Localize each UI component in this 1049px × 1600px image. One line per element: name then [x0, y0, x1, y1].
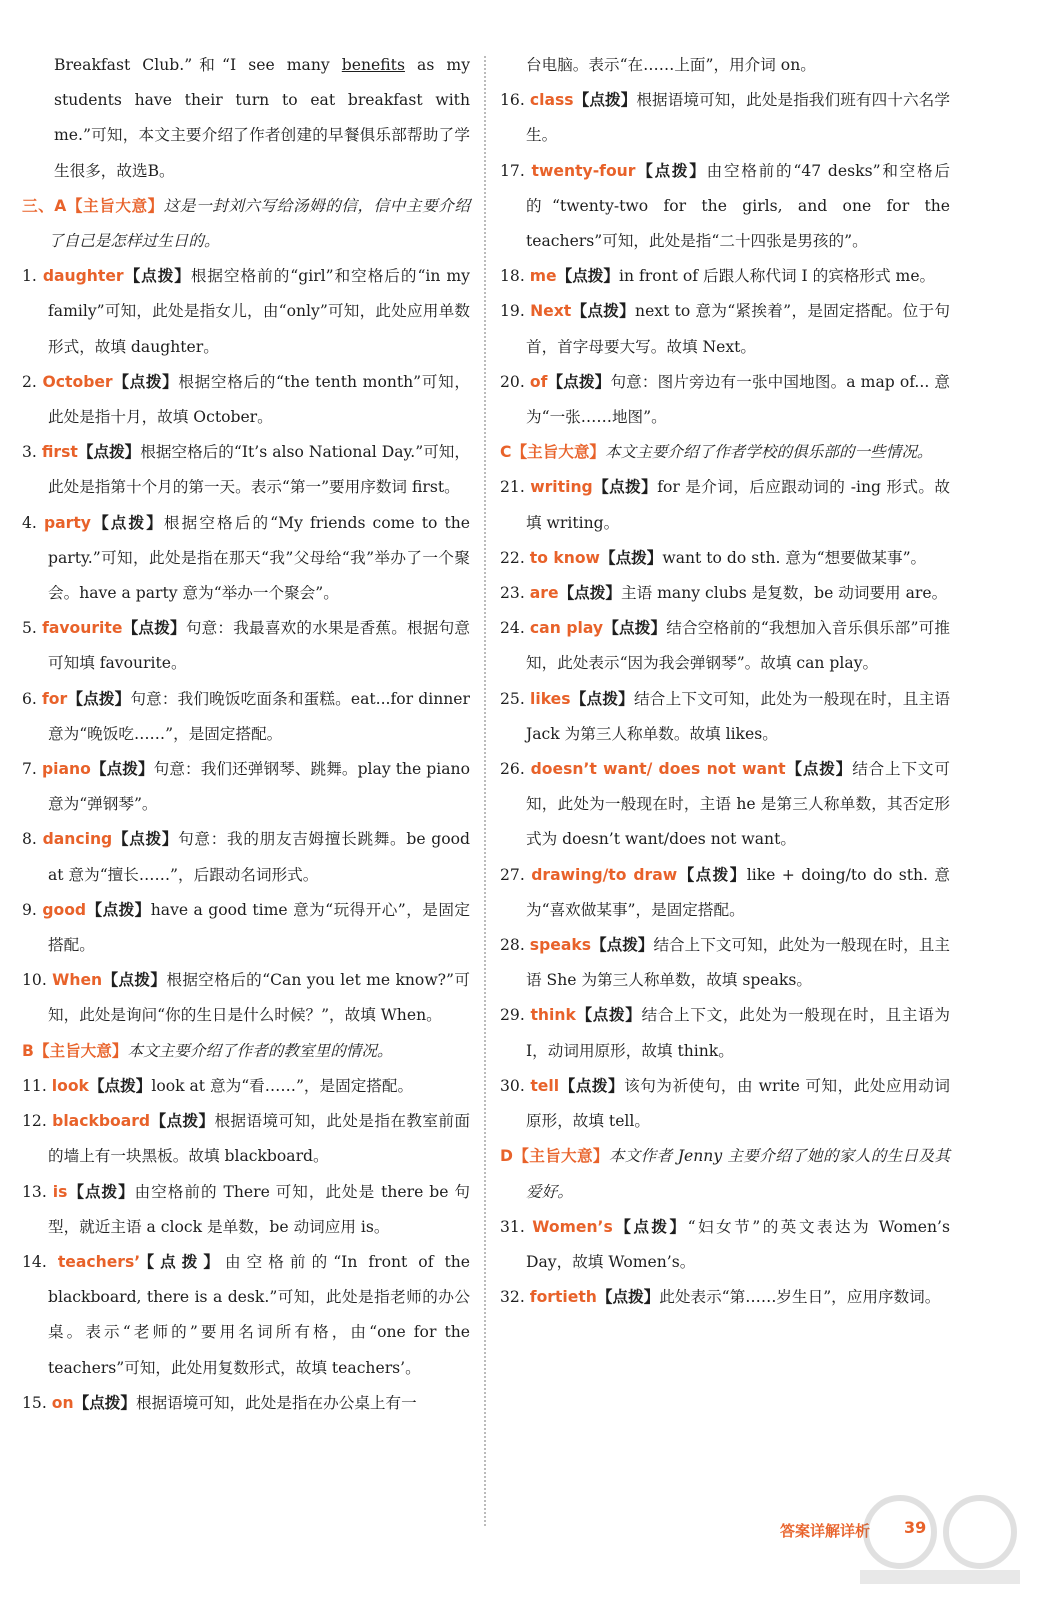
answer-item: 11. look【点拨】look at 意为“看……”，是固定搭配。: [22, 1076, 414, 1095]
answer-item: 30. tell【点拨】该句为祈使句，由 write 可知，此处应用动词原形，故填 tell。: [500, 1076, 950, 1131]
answer-item: 2. October【点拨】根据空格后的“the tenth month”可知，此处是指十月，故填 October。: [22, 372, 470, 427]
intro-paragraph: Breakfast Club.”和“I see many benefits as my students have their turn to eat breakfast with me.”可知，本文主要介绍了作者创建的早餐俱乐部帮助了学生很多，故选B。: [54, 56, 471, 180]
answer-item: 27. drawing/to draw【点拨】like + doing/to do sth. 意为“喜欢做某事”，是固定搭配。: [500, 865, 950, 919]
answer-item: 6. for【点拨】句意：我们晚饭吃面条和蛋糕。eat...for dinner 意为“晚饭吃……”，是固定搭配。: [22, 689, 470, 743]
answer-item: 23. are【点拨】主语 many clubs 是复数，be 动词要用 are。: [500, 584, 948, 603]
answer-list-a-cont: [500, 83, 950, 435]
answer-item: 10. When【点拨】根据空格后的“Can you let me know?”可知，此处是询问“你的生日是什么时候？”，故填 When。: [22, 971, 470, 1025]
answer-item: 4. party【点拨】根据空格后的“My friends come to the party.”可知，此处是指在那天“我”父母给“我”举办了一个聚会。have a party 意为“举办一个聚会”。: [22, 513, 470, 603]
answer-list-a: [22, 259, 470, 1033]
section-c-heading: C【主旨大意】本文主要介绍了作者学校的俱乐部的一些情况。: [500, 443, 933, 462]
answer-item: 17. twenty-four【点拨】由空格前的“47 desks”和空格后的“twenty-two for the girls, and one for the teachers”可知，此处是指“二十四张是男孩的”。: [500, 161, 950, 251]
section-d-heading: D【主旨大意】本文作者 Jenny 主要介绍了她的家人的生日及其爱好。: [500, 1147, 950, 1201]
answer-item: 20. of【点拨】句意：图片旁边有一张中国地图。a map of... 意为“一张……地图”。: [500, 372, 950, 427]
answer-item: 18. me【点拨】in front of 后跟人称代词 I 的宾格形式 me。: [500, 267, 936, 286]
answer-item: 21. writing【点拨】for 是介词，后应跟动词的 -ing 形式。故填 writing。: [500, 478, 950, 532]
section-b-heading: B【主旨大意】本文主要介绍了作者的教室里的情况。: [22, 1041, 393, 1060]
answer-list-c: [500, 470, 950, 1139]
page-number: 39: [904, 1518, 927, 1537]
answer-item: 25. likes【点拨】结合上下文可知，此处为一般现在时，且主语 Jack 为第三人称单数。故填 likes。: [500, 689, 950, 743]
answer-item: 16. class【点拨】根据语境可知，此处是指我们班有四十六名学生。: [500, 91, 950, 145]
watermark-logo-icon: [840, 1482, 1040, 1592]
answer-item: 9. good【点拨】have a good time 意为“玩得开心”，是固定搭配。: [22, 900, 470, 955]
column-divider: [484, 56, 486, 1526]
answer-item: 14. teachers’【点拨】由空格前的“In front of the blackboard, there is a desk.”可知，此处是指老师的办公桌。表示“老师的”要用名词所有格，由“one for the teachers”可知，此处用复数形式，故填 teachers’。: [22, 1252, 471, 1377]
answer-item: 22. to know【点拨】want to do sth. 意为“想要做某事”。: [500, 548, 927, 567]
answer-item: 19. Next【点拨】next to 意为“紧挨着”，是固定搭配。位于句首，首字母要大写。故填 Next。: [500, 302, 950, 356]
footer-label: 答案详解详析: [780, 1522, 871, 1540]
answer-list-b: [22, 1069, 470, 1421]
answer-item: 31. Women’s【点拨】“妇女节”的英文表达为 Women’s Day，故填 Women’s。: [500, 1217, 950, 1271]
right-column: [500, 48, 950, 1315]
answer-item: 7. piano【点拨】句意：我们还弹钢琴、跳舞。play the piano 意为“弹钢琴”。: [22, 760, 470, 814]
answer-item: 1. daughter【点拨】根据空格前的“girl”和空格后的“in my family”可知，此处是指女儿，由“only”可知，此处应用单数形式，故填 daughter。: [22, 267, 470, 356]
answer-item: 8. dancing【点拨】句意：我的朋友吉姆擅长跳舞。be good at 意为“擅长……”，后跟动名词形式。: [22, 830, 470, 884]
continued-line: 台电脑。表示“在……上面”，用介词 on。: [526, 56, 816, 74]
left-column: [22, 48, 470, 1421]
answer-item: 3. first【点拨】根据空格后的“It’s also National Day.”可知，此处是指第十个月的第一天。表示“第一”要用序数词 first。: [22, 443, 470, 497]
answer-item: 13. is【点拨】由空格前的 There 可知，此处是 there be 句型，就近主语 a clock 是单数，be 动词应用 is。: [22, 1182, 470, 1236]
answer-item: 28. speaks【点拨】结合上下文可知，此处为一般现在时，且主语 She 为第三人称单数，故填 speaks。: [500, 936, 950, 990]
section-a-heading: 三、A【主旨大意】这是一封刘六写给汤姆的信，信中主要介绍了自己是怎样过生日的。: [22, 196, 470, 251]
answer-item: 24. can play【点拨】结合空格前的“我想加入音乐俱乐部”可推知，此处表示“因为我会弹钢琴”。故填 can play。: [500, 619, 950, 673]
answer-item: 29. think【点拨】结合上下文，此处为一般现在时，且主语为 I，动词用原形，故填 think。: [500, 1006, 950, 1060]
answer-item: 12. blackboard【点拨】根据语境可知，此处是指在教室前面的墙上有一块黑板。故填 blackboard。: [22, 1112, 470, 1166]
answer-item: 5. favourite【点拨】句意：我最喜欢的水果是香蕉。根据句意可知填 favourite。: [22, 619, 470, 673]
answer-item: 26. doesn’t want/ does not want【点拨】结合上下文可知，此处为一般现在时，主语 he 是第三人称单数，其否定形式为 doesn’t want/does not want。: [500, 760, 950, 849]
answer-list-d: [500, 1210, 950, 1316]
answer-item: 32. fortieth【点拨】此处表示“第……岁生日”，应用序数词。: [500, 1288, 941, 1307]
answer-item: 15. on【点拨】根据语境可知，此处是指在办公桌上有一: [22, 1393, 417, 1412]
